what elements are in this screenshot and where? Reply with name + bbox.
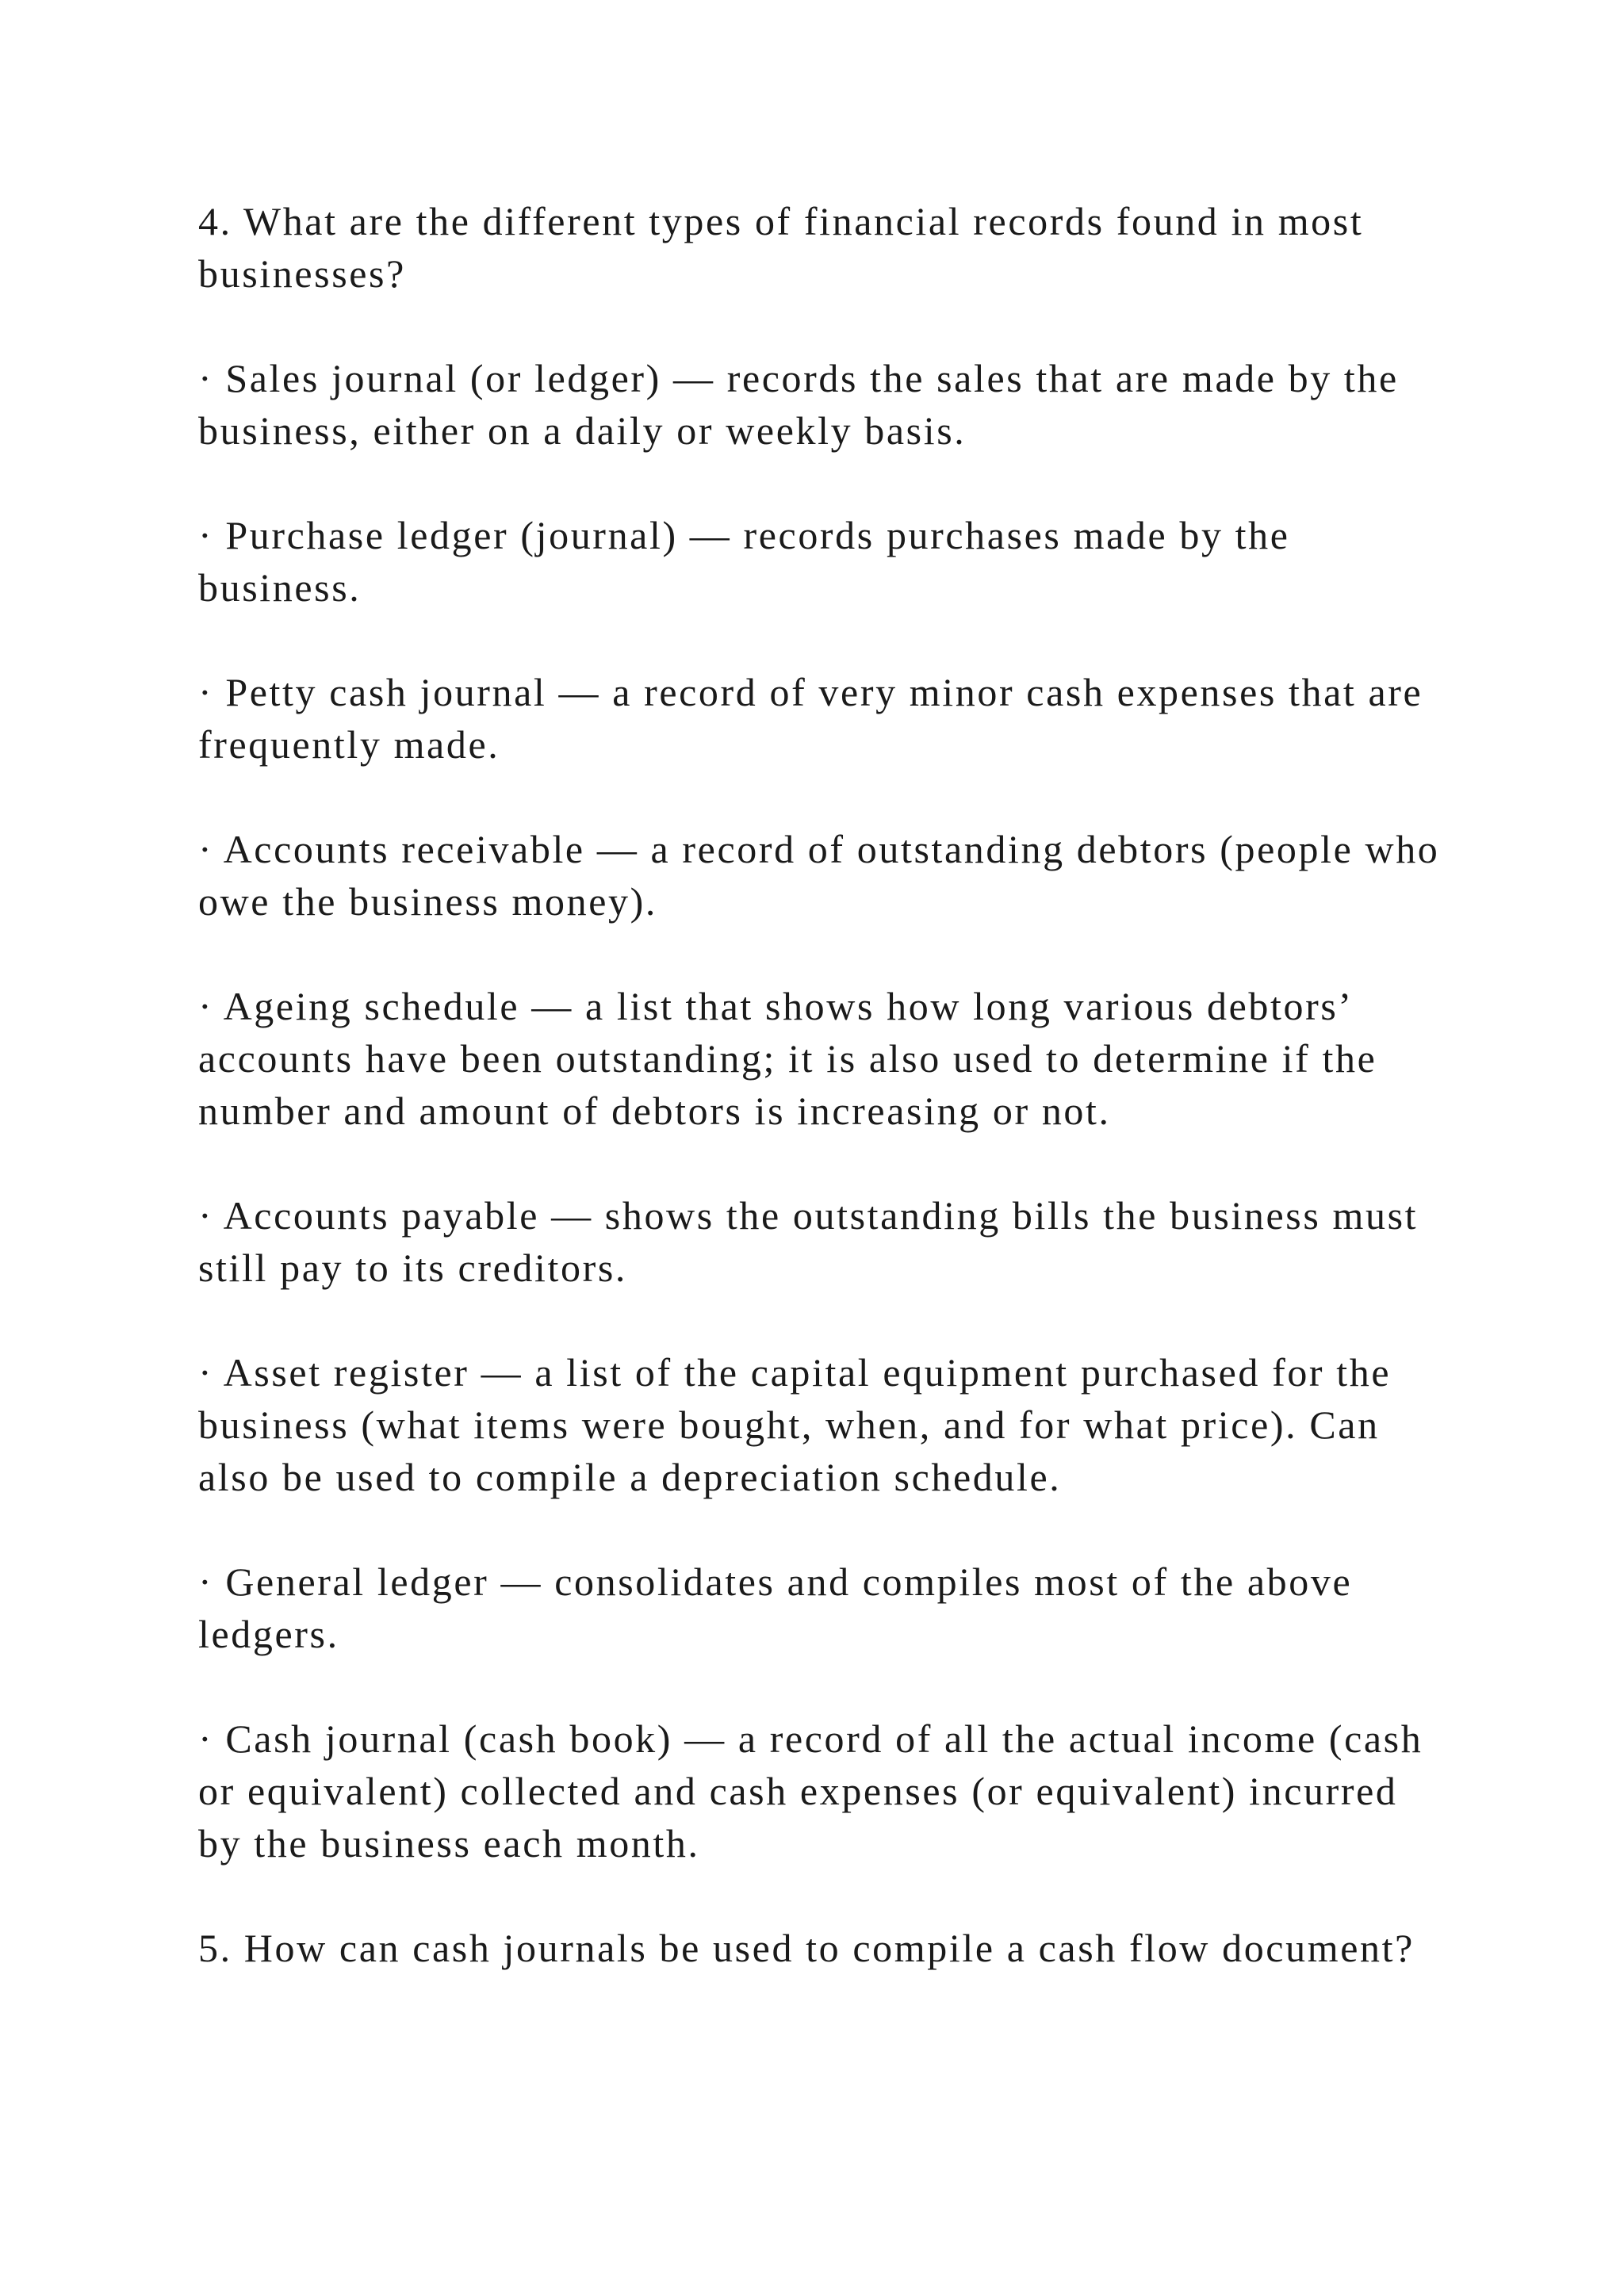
list-item-accounts-payable: · Accounts payable — shows the outstanding bills the business must still pay to its creditors. (198, 1193, 1419, 1290)
list-item-accounts-receivable: · Accounts receivable — a record of outstanding debtors (people who owe the business money). (198, 827, 1440, 924)
list-item-general-ledger: · General ledger — consolidates and compiles most of the above ledgers. (198, 1559, 1353, 1656)
list-item-purchase-ledger: · Purchase ledger (journal) — records purchases made by the business. (198, 513, 1290, 610)
list-item-asset-register: · Asset register — a list of the capital equipment purchased for the business (what items were bought, when, and for what price). Can also be used to compile a depreciation schedule. (198, 1350, 1392, 1499)
list-item-sales-journal: · Sales journal (or ledger) — records the sales that are made by the business, either on a daily or weekly basis. (198, 356, 1399, 453)
list-item-ageing-schedule: · Ageing schedule — a list that shows how long various debtors’ accounts have been outstanding; it is also used to determine if the number and amount of debtors is increasing or not. (198, 984, 1377, 1133)
list-item-cash-journal: · Cash journal (cash book) — a record of all the actual income (cash or equivalent) collected and cash expenses (or equivalent) incurred by the business each month. (198, 1716, 1423, 1866)
question-4-heading: 4. What are the different types of financial records found in most businesses? (198, 199, 1364, 296)
question-5-heading: 5. How can cash journals be used to compile a cash flow document? (198, 1926, 1415, 1970)
document-body (198, 195, 1451, 1974)
list-item-petty-cash-journal: · Petty cash journal — a record of very minor cash expenses that are frequently made. (198, 670, 1423, 767)
